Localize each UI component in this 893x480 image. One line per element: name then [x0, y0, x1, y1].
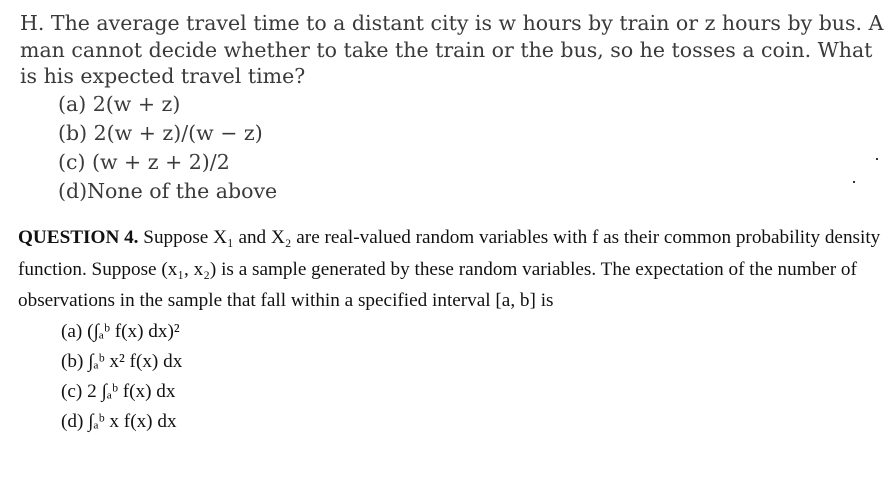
- question-4-label: QUESTION 4.: [18, 227, 139, 248]
- question-4-stem: [18, 222, 888, 317]
- problem-h-option-a: (a) 2(w + z): [58, 91, 181, 116]
- problem-h-option-b: (b) 2(w + z)/(w − z): [58, 120, 263, 145]
- scan-speck: [876, 158, 878, 160]
- question-4: [18, 222, 888, 437]
- question-4-option-d: (d) ∫ₐᵇ x f(x) dx: [61, 410, 177, 432]
- question-4-option-c: (c) 2 ∫ₐᵇ f(x) dx: [61, 380, 176, 402]
- problem-h-options: [20, 90, 885, 206]
- problem-h-option-d: (d)None of the above: [58, 178, 278, 203]
- scan-speck: [853, 181, 855, 183]
- problem-h-option-c: (c) (w + z + 2)/2: [58, 149, 230, 174]
- question-4-text: Suppose X₁ and X₂ are real-valued random variables with f as their common probability density function. Suppose (x₁, x₂) is a sample generated by these random variables. The expectation of the number of observations in the sample that fall within a specified interval [a, b] is: [18, 227, 881, 311]
- question-4-option-a: (a) (∫ₐᵇ f(x) dx)²: [61, 320, 180, 342]
- problem-h-stem: H. The average travel time to a distant city is w hours by train or z hours by bus. A man cannot decide whether to take the train or the bus, so he tosses a coin. What is his expected travel time?: [20, 11, 884, 88]
- problem-h: [20, 10, 885, 206]
- question-4-options: [18, 317, 888, 437]
- question-4-option-b: (b) ∫ₐᵇ x² f(x) dx: [61, 350, 183, 372]
